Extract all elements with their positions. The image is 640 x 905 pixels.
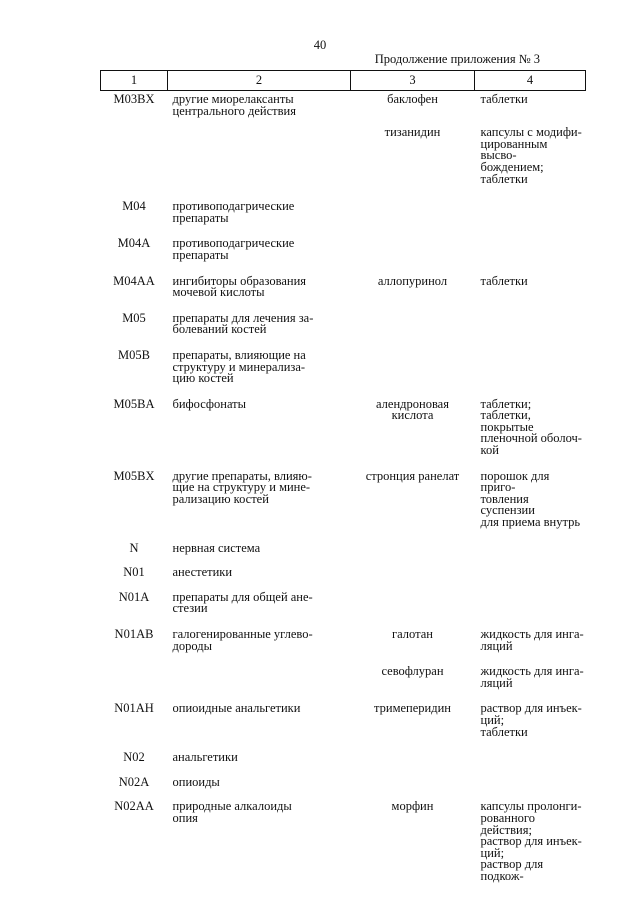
dosage-form-cell [475,127,586,197]
table-row [101,471,586,543]
group-description-cell [168,91,351,128]
drug-name-cell [351,592,475,629]
dosage-form-cell-text: жидкость для инга- ляций [480,664,584,690]
atc-code-cell-text: N02 [123,750,145,765]
group-description-cell-text: другие препараты, влияю- щие на структуру и мине- рализацию костей [172,468,312,506]
dosage-form-cell-text: таблетки; таблетки, покрытые пленочной оболоч- кой [480,396,582,458]
table-row [101,127,586,197]
drug-name-cell [351,567,475,592]
drug-name-cell-text: аллопуринол [377,273,448,288]
atc-code-cell [101,703,168,752]
group-description-cell [168,238,351,275]
dosage-form-cell [475,703,586,752]
dosage-form-cell [475,468,586,543]
dosage-form-cell-text: жидкость для инга- ляций [480,627,584,653]
drug-name-cell-text: галотан [392,627,433,641]
group-description-cell [168,752,351,777]
drug-name-cell-text: тизанидин [384,125,441,140]
table-row [101,350,586,399]
column-header-1: 1 [101,71,168,91]
atc-code-cell [101,801,168,882]
drug-name-cell [351,703,475,752]
column-header-2: 2 [168,71,351,91]
group-description-cell-text: природные алкалоиды опия [172,799,292,825]
table-row [101,197,586,238]
drug-name-cell-text: морфин [391,799,434,814]
drug-name-cell-text: стронция ранелат [365,468,460,483]
atc-code-cell [101,666,168,703]
atc-code-cell [101,752,168,777]
dosage-form-cell [475,666,586,703]
atc-code-cell [101,589,168,629]
group-description-cell [168,396,351,471]
drug-name-cell [351,801,475,882]
atc-code-cell-text: M05BX [113,468,155,483]
table-row [101,752,586,777]
atc-code-cell [101,629,168,666]
column-header-4: 4 [475,71,586,91]
atc-code-cell [101,347,168,399]
atc-code-cell-text: N02A [118,774,150,789]
drug-name-cell [351,752,475,777]
group-description-cell-text: галогенированные углево- дороды [172,627,313,653]
atc-code-cell-text: N01AH [114,701,154,716]
table-row [101,666,586,703]
table-row [101,777,586,802]
atc-code-cell-text: M05B [118,347,150,362]
dosage-form-cell [475,396,586,471]
group-description-cell [168,273,351,313]
drug-name-cell [351,350,475,399]
dosage-form-cell-text: таблетки [480,273,528,288]
table-row [101,276,586,313]
group-description-cell [168,468,351,543]
group-description-cell-text: препараты для лечения за- болеваний костей [172,310,314,337]
drug-name-cell [351,273,475,313]
atc-code-cell-text: M04AA [113,273,155,288]
table-row [101,629,586,666]
drug-name-cell [351,777,475,802]
group-description-cell-text: анестетики [172,565,233,580]
group-description-cell-text: противоподагрические препараты [172,236,295,262]
group-description-cell [168,703,351,752]
atc-code-cell-text: M04 [122,199,146,214]
atc-code-cell [101,238,168,275]
group-description-cell-text: препараты, влияющие на структуру и минерализа- цию костей [172,347,306,386]
dosage-form-cell-text: таблетки [480,92,528,106]
drug-name-cell [351,313,475,350]
atc-code-cell-text: M05 [122,310,146,325]
atc-code-cell-text: N01 [123,565,145,580]
group-description-cell-text: другие миорелаксанты центрального действия [172,92,296,118]
drug-name-cell [351,197,475,238]
dosage-form-cell [475,543,586,568]
group-description-cell-text: опиоидные анальгетики [172,701,301,716]
table-row [101,238,586,275]
group-description-cell [168,197,351,238]
group-description-cell [168,801,351,882]
atc-code-cell-text: N02AA [114,799,154,814]
drug-name-cell-text: алендроновая кислота [376,396,449,423]
dosage-form-cell [475,777,586,802]
dosage-form-cell [475,592,586,629]
medication-table [100,70,586,883]
group-description-cell-text: опиоиды [172,774,220,789]
group-description-cell-text: ингибиторы образования мочевой кислоты [172,273,307,300]
group-description-cell-text: анальгетики [172,750,238,765]
table-row [101,592,586,629]
group-description-cell [168,127,351,197]
dosage-form-cell [475,567,586,592]
dosage-form-cell-text: капсулы с модифи- цированным высво- бождением; таблетки [480,125,582,186]
drug-name-cell-text: севофлуран [381,664,444,679]
atc-code-cell [101,468,168,543]
dosage-form-cell [475,273,586,313]
drug-name-cell [351,629,475,666]
dosage-form-cell [475,197,586,238]
atc-code-cell [101,567,168,592]
table-row [101,703,586,752]
dosage-form-cell [475,313,586,350]
dosage-form-cell [475,91,586,128]
group-description-cell [168,629,351,666]
group-description-cell [168,774,351,802]
atc-code-cell [101,273,168,313]
atc-code-cell-text: N [129,540,139,555]
drug-name-cell [351,127,475,197]
table-row [101,543,586,568]
atc-code-cell-text: N01AB [114,627,154,641]
group-description-cell [168,540,351,568]
drug-name-cell [351,543,475,568]
atc-code-cell [101,127,168,197]
atc-code-cell [101,197,168,238]
atc-code-cell [101,774,168,802]
group-description-cell-text: нервная система [172,540,261,555]
atc-code-cell [101,540,168,568]
drug-name-cell [351,91,475,128]
group-description-cell [168,589,351,629]
atc-code-cell [101,310,168,350]
dosage-form-cell-text: капсулы пролонги- рованного действия; раствор для инъек- ций; раствор для подкож- [480,799,582,883]
group-description-cell [168,347,351,399]
atc-code-cell [101,91,168,128]
column-header-3: 3 [351,71,475,91]
table-body [101,91,586,883]
dosage-form-cell [475,801,586,882]
dosage-form-cell-text: порошок для приго- товления суспензии для приема внутрь [480,468,581,530]
page-number: 40 [313,38,327,52]
atc-code-cell-text: M03BX [113,92,155,106]
table-header-row [101,71,586,91]
drug-name-cell [351,238,475,275]
drug-name-cell [351,666,475,703]
group-description-cell-text: препараты для общей ане- стезии [172,589,313,616]
dosage-form-cell [475,350,586,399]
table-row [101,567,586,592]
continuation-label: Продолжение приложения № 3 [374,52,540,66]
group-description-cell-text: бифосфонаты [172,396,247,411]
atc-code-cell-text: N01A [118,589,150,604]
drug-name-cell-text: баклофен [387,92,438,106]
group-description-cell-text: противоподагрические препараты [172,199,295,225]
table-row [101,313,586,350]
drug-name-cell [351,396,475,471]
table-row [101,399,586,471]
dosage-form-cell [475,629,586,666]
dosage-form-cell [475,238,586,275]
group-description-cell [168,567,351,592]
dosage-form-cell [475,752,586,777]
group-description-cell [168,310,351,350]
atc-code-cell [101,396,168,471]
table-row [101,801,586,882]
group-description-cell [168,666,351,703]
drug-name-cell-text: тримеперидин [374,701,451,716]
drug-name-cell [351,468,475,543]
table-row [101,91,586,128]
atc-code-cell-text: M05BA [113,396,155,411]
atc-code-cell-text: M04A [117,236,151,251]
dosage-form-cell-text: раствор для инъек- ций; таблетки [480,701,582,739]
